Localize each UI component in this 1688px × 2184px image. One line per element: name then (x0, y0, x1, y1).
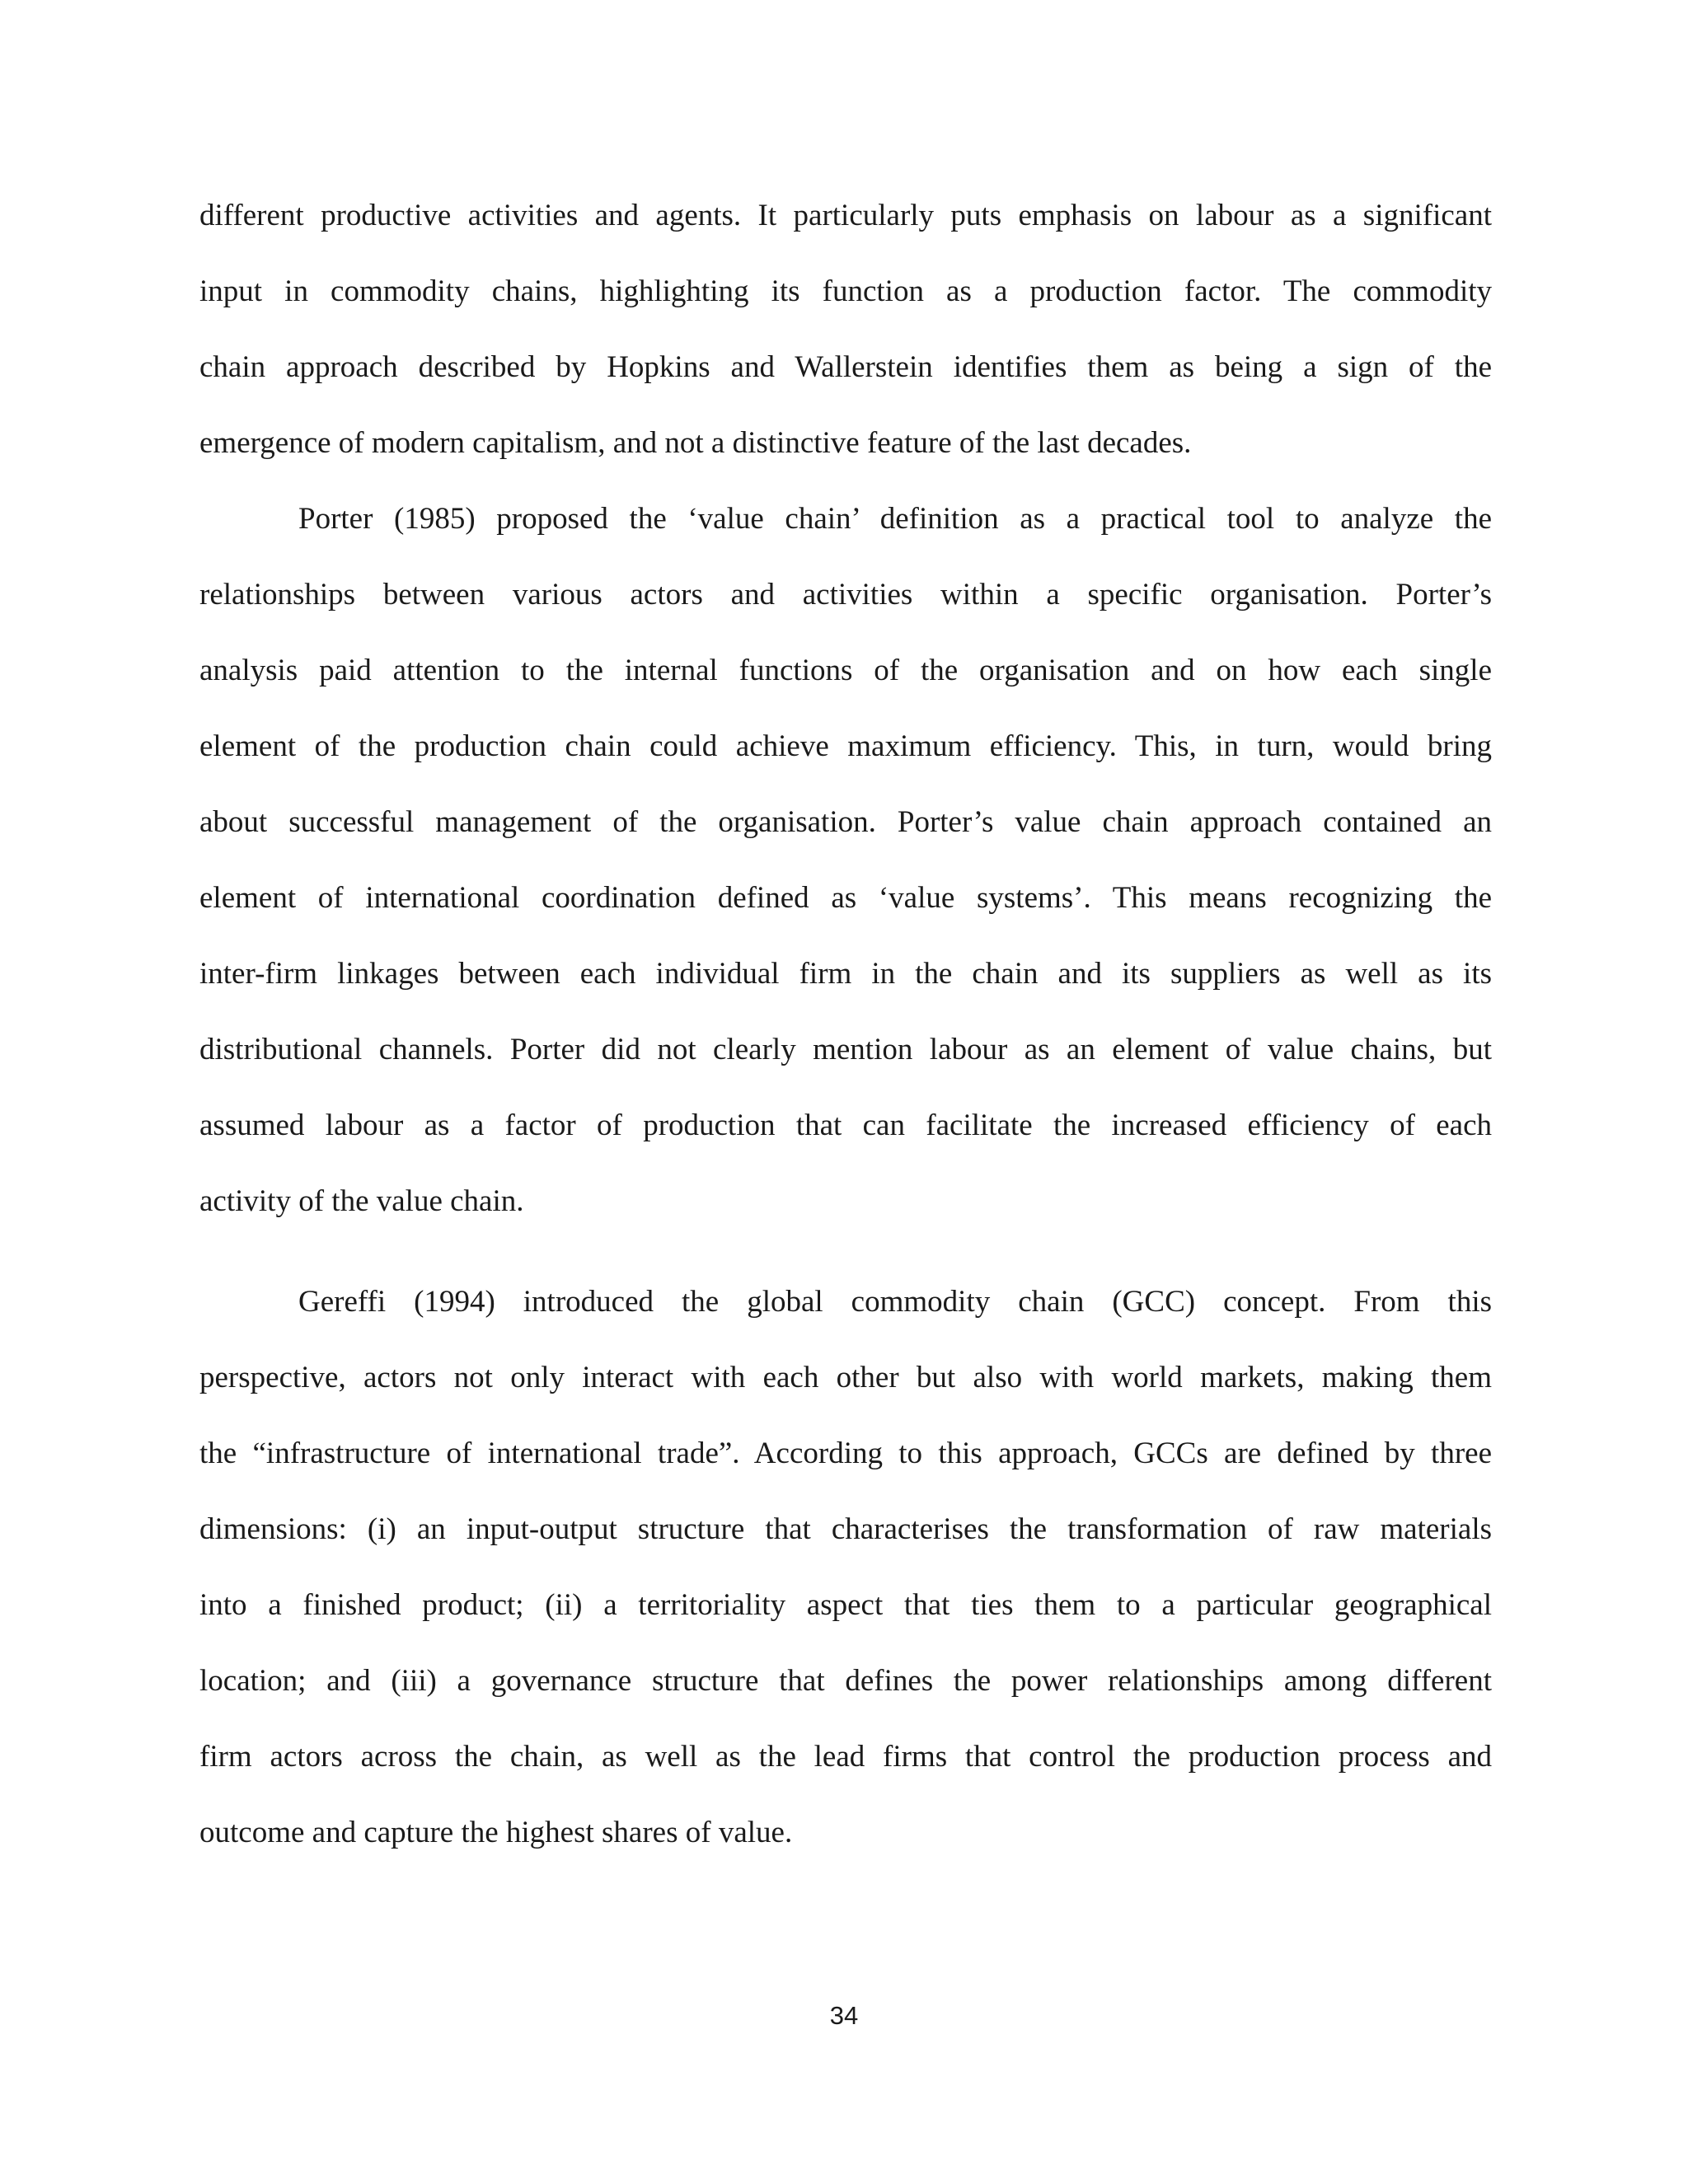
page-number: 34 (829, 2001, 859, 2030)
paragraph-3-line-4: dimensions: (i) an input-output structure that characterises the transformation of raw materials (199, 1512, 1492, 1546)
paragraph-3-line-7: firm actors across the chain, as well as the lead firms that control the production process and (199, 1740, 1492, 1774)
paragraph-2-line-10: activity of the value chain. (199, 1184, 524, 1218)
paragraph-3-line-2: perspective, actors not only interact with each other but also with world markets, making them (199, 1361, 1492, 1394)
paragraph-1-line-3: chain approach described by Hopkins and Wallerstein identifies them as being a sign of the (199, 350, 1492, 384)
paragraph-2-line-6: element of international coordination defined as ‘value systems’. This means recognizing the (199, 881, 1492, 915)
paragraph-1-line-4: emergence of modern capitalism, and not a distinctive feature of the last decades. (199, 426, 1192, 460)
paragraph-3-line-6: location; and (iii) a governance structure that defines the power relationships among different (199, 1664, 1492, 1698)
paragraph-2-line-7: inter-firm linkages between each individual firm in the chain and its suppliers as well as its (199, 957, 1492, 991)
paragraph-2-line-1: Porter (1985) proposed the ‘value chain’ definition as a practical tool to analyze the (298, 502, 1492, 536)
paragraph-3-line-8: outcome and capture the highest shares of value. (199, 1816, 793, 1849)
paragraph-2-line-5: about successful management of the organisation. Porter’s value chain approach contained an (199, 805, 1492, 839)
paragraph-2-line-3: analysis paid attention to the internal functions of the organisation and on how each single (199, 654, 1492, 687)
paragraph-3-line-3: the “infrastructure of international trade”. According to this approach, GCCs are defined by three (199, 1436, 1492, 1470)
paragraph-2-line-2: relationships between various actors and activities within a specific organisation. Porter’s (199, 578, 1492, 612)
paragraph-3-line-1: Gereffi (1994) introduced the global commodity chain (GCC) concept. From this (298, 1285, 1492, 1319)
paragraph-1-line-2: input in commodity chains, highlighting its function as a production factor. The commodity (199, 274, 1492, 308)
paragraph-2-line-4: element of the production chain could achieve maximum efficiency. This, in turn, would bring (199, 729, 1492, 763)
paragraph-1-line-1: different productive activities and agents. It particularly puts emphasis on labour as a significant (199, 199, 1492, 232)
paragraph-2-line-8: distributional channels. Porter did not clearly mention labour as an element of value chains, but (199, 1033, 1492, 1066)
paragraph-3-line-5: into a finished product; (ii) a territoriality aspect that ties them to a particular geographical (199, 1588, 1492, 1622)
paragraph-2-line-9: assumed labour as a factor of production that can facilitate the increased efficiency of each (199, 1108, 1492, 1142)
